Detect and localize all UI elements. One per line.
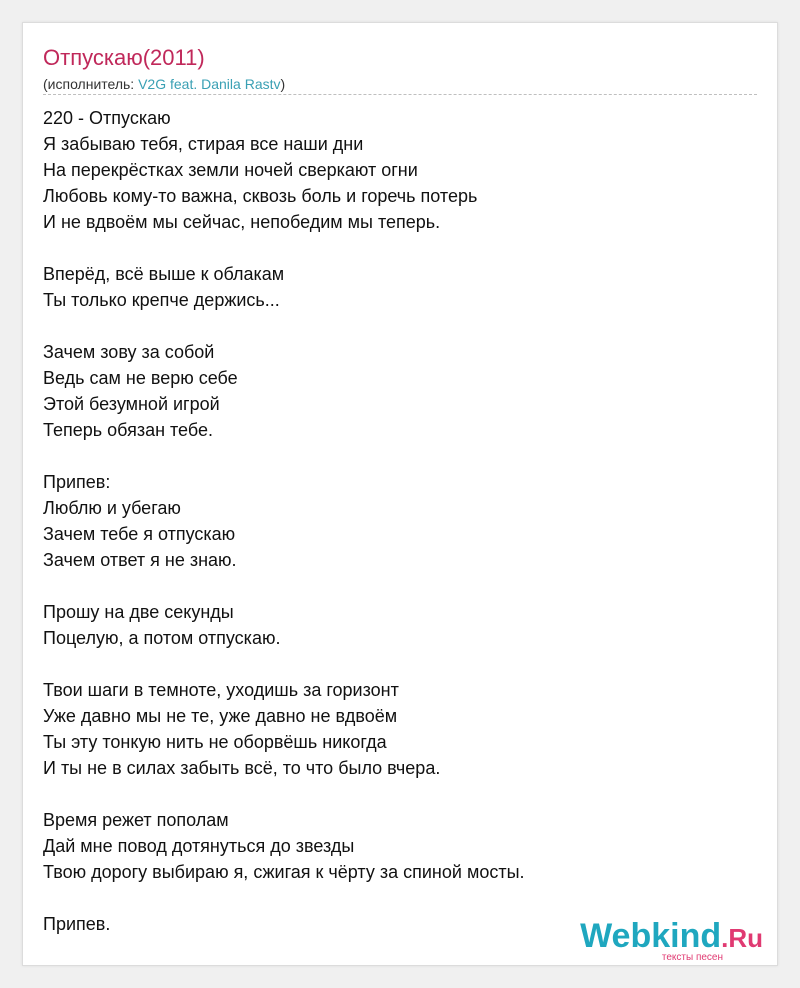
artist-link[interactable]: V2G feat. Danila Rastv xyxy=(138,76,281,92)
lyrics-line: Твои шаги в темноте, уходишь за горизонт xyxy=(43,680,399,700)
artist-suffix: ) xyxy=(280,76,286,92)
lyrics-line: 220 - Отпускаю xyxy=(43,108,171,128)
lyrics-line: Твою дорогу выбираю я, сжигая к чёрту за спиной мосты. xyxy=(43,862,525,882)
lyrics-blank-line xyxy=(43,443,759,469)
lyrics-line: Зачем ответ я не знаю. xyxy=(43,550,237,570)
logo-tagline: тексты песен xyxy=(661,952,723,963)
lyrics-blank-line xyxy=(43,235,759,261)
lyrics-blank-line xyxy=(43,885,759,911)
lyrics-line: Этой безумной игрой xyxy=(43,394,220,414)
lyrics-line: Ты эту тонкую нить не оборвёшь никогда xyxy=(43,732,387,752)
lyrics-blank-line xyxy=(43,651,759,677)
lyrics-line: Вперёд, всё выше к облакам xyxy=(43,264,285,284)
lyrics-line: Я забываю тебя, стирая все наши дни xyxy=(43,134,364,154)
lyrics-line: И ты не в силах забыть всё, то что было вчера. xyxy=(43,758,441,778)
lyrics-line: Время режет пополам xyxy=(43,810,229,830)
lyrics-blank-line xyxy=(43,313,759,339)
lyrics-line: Зачем тебе я отпускаю xyxy=(43,524,236,544)
lyrics-blank-line xyxy=(43,781,759,807)
lyrics-blank-line xyxy=(43,573,759,599)
dashed-divider xyxy=(43,94,757,95)
logo-wordmark xyxy=(580,917,763,956)
lyrics-line: Дай мне повод дотянуться до звезды xyxy=(43,836,355,856)
artist-line xyxy=(43,76,285,92)
lyrics-line: Уже давно мы не те, уже давно не вдвоём xyxy=(43,706,398,726)
lyrics-line: Поцелую, а потом отпускаю. xyxy=(43,628,281,648)
webkind-logo[interactable] xyxy=(571,917,771,961)
lyrics-line: Любовь кому-то важна, сквозь боль и горечь потерь xyxy=(43,186,478,206)
lyrics-line: Зачем зову за собой xyxy=(43,342,215,362)
artist-prefix: (исполнитель: xyxy=(43,76,139,92)
lyrics-card xyxy=(22,22,778,966)
lyrics-line: Ты только крепче держись... xyxy=(43,290,280,310)
lyrics-line: Припев. xyxy=(43,914,111,934)
lyrics-body xyxy=(43,105,759,937)
lyrics-line: И не вдвоём мы сейчас, непобедим мы теперь. xyxy=(43,212,441,232)
logo-tld: .Ru xyxy=(721,923,763,953)
song-title: Отпускаю(2011) xyxy=(43,45,205,70)
lyrics-line: Теперь обязан тебе. xyxy=(43,420,213,440)
lyrics-line: Ведь сам не верю себе xyxy=(43,368,238,388)
logo-word: Webkind xyxy=(580,917,722,955)
lyrics-line: Прошу на две секунды xyxy=(43,602,234,622)
lyrics-line: Припев: xyxy=(43,472,111,492)
lyrics-line: На перекрёстках земли ночей сверкают огни xyxy=(43,160,418,180)
lyrics-line: Люблю и убегаю xyxy=(43,498,181,518)
